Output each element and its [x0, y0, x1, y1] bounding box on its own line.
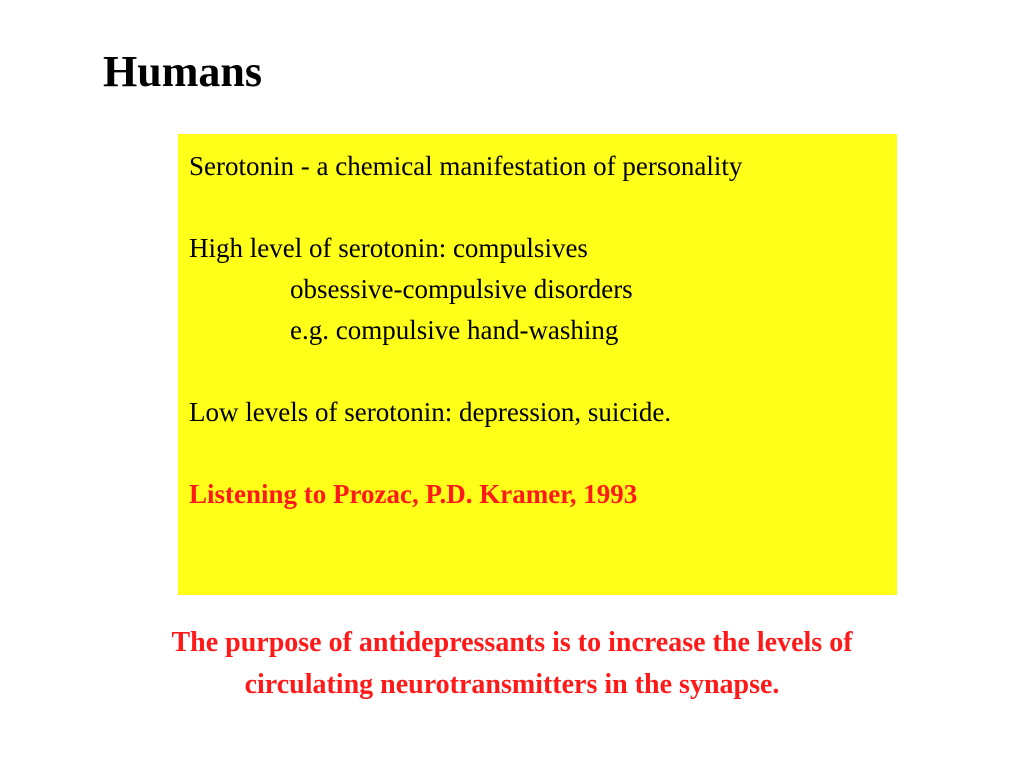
- antidepressant-purpose-statement: [0, 622, 1024, 706]
- book-reference: Listening to Prozac, P.D. Kramer, 1993: [189, 479, 638, 509]
- blank-line: [189, 433, 897, 474]
- hand-washing-example-line: e.g. compulsive hand-washing: [290, 315, 619, 345]
- statement-line-1: The purpose of antidepressants is to increase the levels of: [171, 627, 853, 658]
- high-serotonin-line: High level of serotonin: compulsives: [189, 233, 588, 263]
- blank-line: [189, 351, 897, 392]
- statement-line-2: circulating neurotransmitters in the synapse.: [244, 669, 780, 700]
- serotonin-definition-line: Serotonin - a chemical manifestation of personality: [189, 151, 743, 181]
- highlighted-content-box: [178, 134, 897, 595]
- ocd-line: obsessive-compulsive disorders: [290, 274, 633, 304]
- low-serotonin-line: Low levels of serotonin: depression, suicide.: [189, 397, 672, 427]
- blank-line: [189, 187, 897, 228]
- slide-title: Humans: [103, 47, 262, 96]
